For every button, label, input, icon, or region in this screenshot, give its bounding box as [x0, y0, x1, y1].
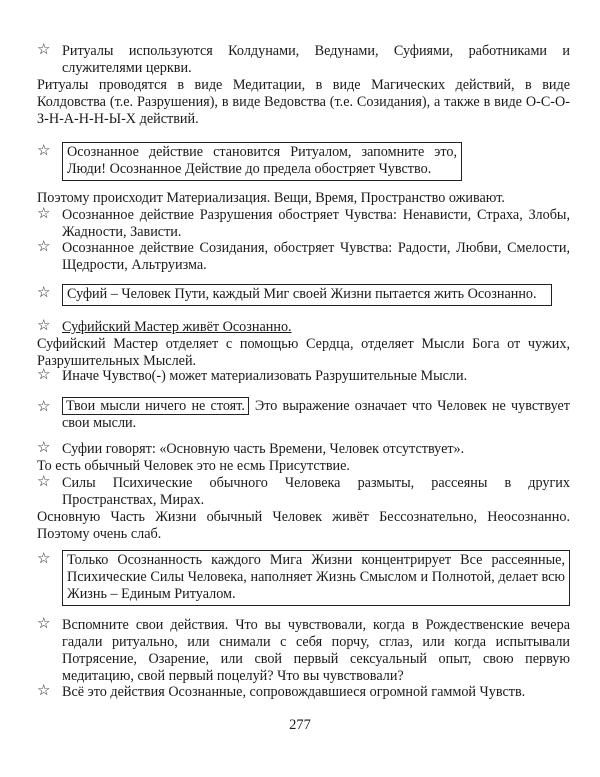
bullet-text: Осознанное действие Созидания, обостряет Чувства: Радости, Любви, Смелости, Щедрости, Альтруизма. [62, 240, 570, 273]
star-icon: ☆ [37, 285, 51, 301]
paragraph: Ритуалы проводятся в виде Медитации, в виде Магических действий, в виде Колдовства (т.е. Разрушения), в виде Ведовства (т.е. Созидания), а также в виде О-С-О-З-Н-А-Н-Н-Ы-Х действий. [37, 77, 570, 127]
bullet-text-underlined: Суфийский Мастер живёт Осознанно. [62, 319, 292, 335]
bullet-item [37, 441, 570, 458]
bullet-text: Иначе Чувство(-) может материализовать Разрушительные Мысли. [62, 368, 468, 384]
star-icon: ☆ [37, 616, 51, 632]
bullet-item-boxed [37, 284, 570, 304]
paragraph: Поэтому происходит Материализация. Вещи, Время, Пространство оживают. [37, 190, 505, 206]
boxed-phrase: Твои мысли ничего не стоят. [62, 397, 249, 415]
bullet-item-boxed [37, 142, 570, 178]
star-icon: ☆ [37, 399, 51, 415]
star-icon: ☆ [37, 440, 51, 456]
bullet-item [37, 475, 570, 509]
bullet-item [37, 240, 570, 274]
bullet-text: Всё это действия Осознанные, сопровождавшиеся огромной гаммой Чувств. [62, 684, 526, 700]
bullet-item [37, 207, 570, 241]
boxed-text: Осознанное действие становится Ритуалом, запомните это, Люди! Осознанное Действие до предела обостряет Чувство. [62, 142, 462, 181]
paragraph: Основную Часть Жизни обычный Человек живёт Бессознательно, Неосознанно. Поэтому очень слаб. [37, 509, 570, 542]
bullet-item-boxed [37, 550, 570, 604]
phrase-explanation: Это выражение означает что Человек не чувствует свои мысли. [62, 398, 570, 431]
star-icon: ☆ [37, 474, 51, 490]
star-icon: ☆ [37, 206, 51, 222]
bullet-item [37, 43, 570, 77]
bullet-item-inline-box [37, 398, 570, 432]
paragraph: Суфийский Мастер отделяет с помощью Сердца, отделяет Мысли Бога от чужих, Разрушительных Мыслей. [37, 336, 570, 369]
boxed-text: Суфий – Человек Пути, каждый Миг своей Жизни пытается жить Осознанно. [62, 284, 552, 306]
boxed-text: Только Осознанность каждого Мига Жизни концентрирует Все рассеянные, Психические Силы Человека, наполняет Жизнь Смыслом и Полнотой, делает всю Жизнь – Единым Ритуалом. [62, 550, 570, 606]
bullet-item [37, 617, 570, 685]
paragraph: То есть обычный Человек это не есмь Присутствие. [37, 458, 350, 474]
bullet-text: Ритуалы используются Колдунами, Ведунами, Суфиями, работниками и служителями церкви. [62, 43, 570, 76]
bullet-item [37, 684, 570, 701]
bullet-text: Суфии говорят: «Основную часть Времени, Человек отсутствует». [62, 441, 465, 457]
star-icon: ☆ [37, 42, 51, 58]
bullet-text: Осознанное действие Разрушения обостряет Чувства: Ненависти, Страха, Злобы, Жадности, Зависти. [62, 207, 570, 240]
bullet-item [37, 368, 570, 385]
bullet-text [62, 398, 570, 432]
star-icon: ☆ [37, 318, 51, 334]
star-icon: ☆ [37, 683, 51, 699]
bullet-text: Силы Психические обычного Человека размыты, рассеяны в других Пространствах, Мирах. [62, 475, 570, 508]
star-icon: ☆ [37, 143, 51, 159]
star-icon: ☆ [37, 367, 51, 383]
star-icon: ☆ [37, 239, 51, 255]
page-number: 277 [289, 717, 311, 733]
bullet-text: Вспомните свои действия. Что вы чувствовали, когда в Рождественские вечера гадали ритуально, или снимали с себя порчу, сглаз, или когда испытывали Потрясение, Озарение, или свой первый сексуальный опыт, свою первую медитацию, свой первый поцелуй? Что вы чувствовали? [62, 617, 570, 684]
star-icon: ☆ [37, 551, 51, 567]
bullet-item [37, 319, 570, 336]
